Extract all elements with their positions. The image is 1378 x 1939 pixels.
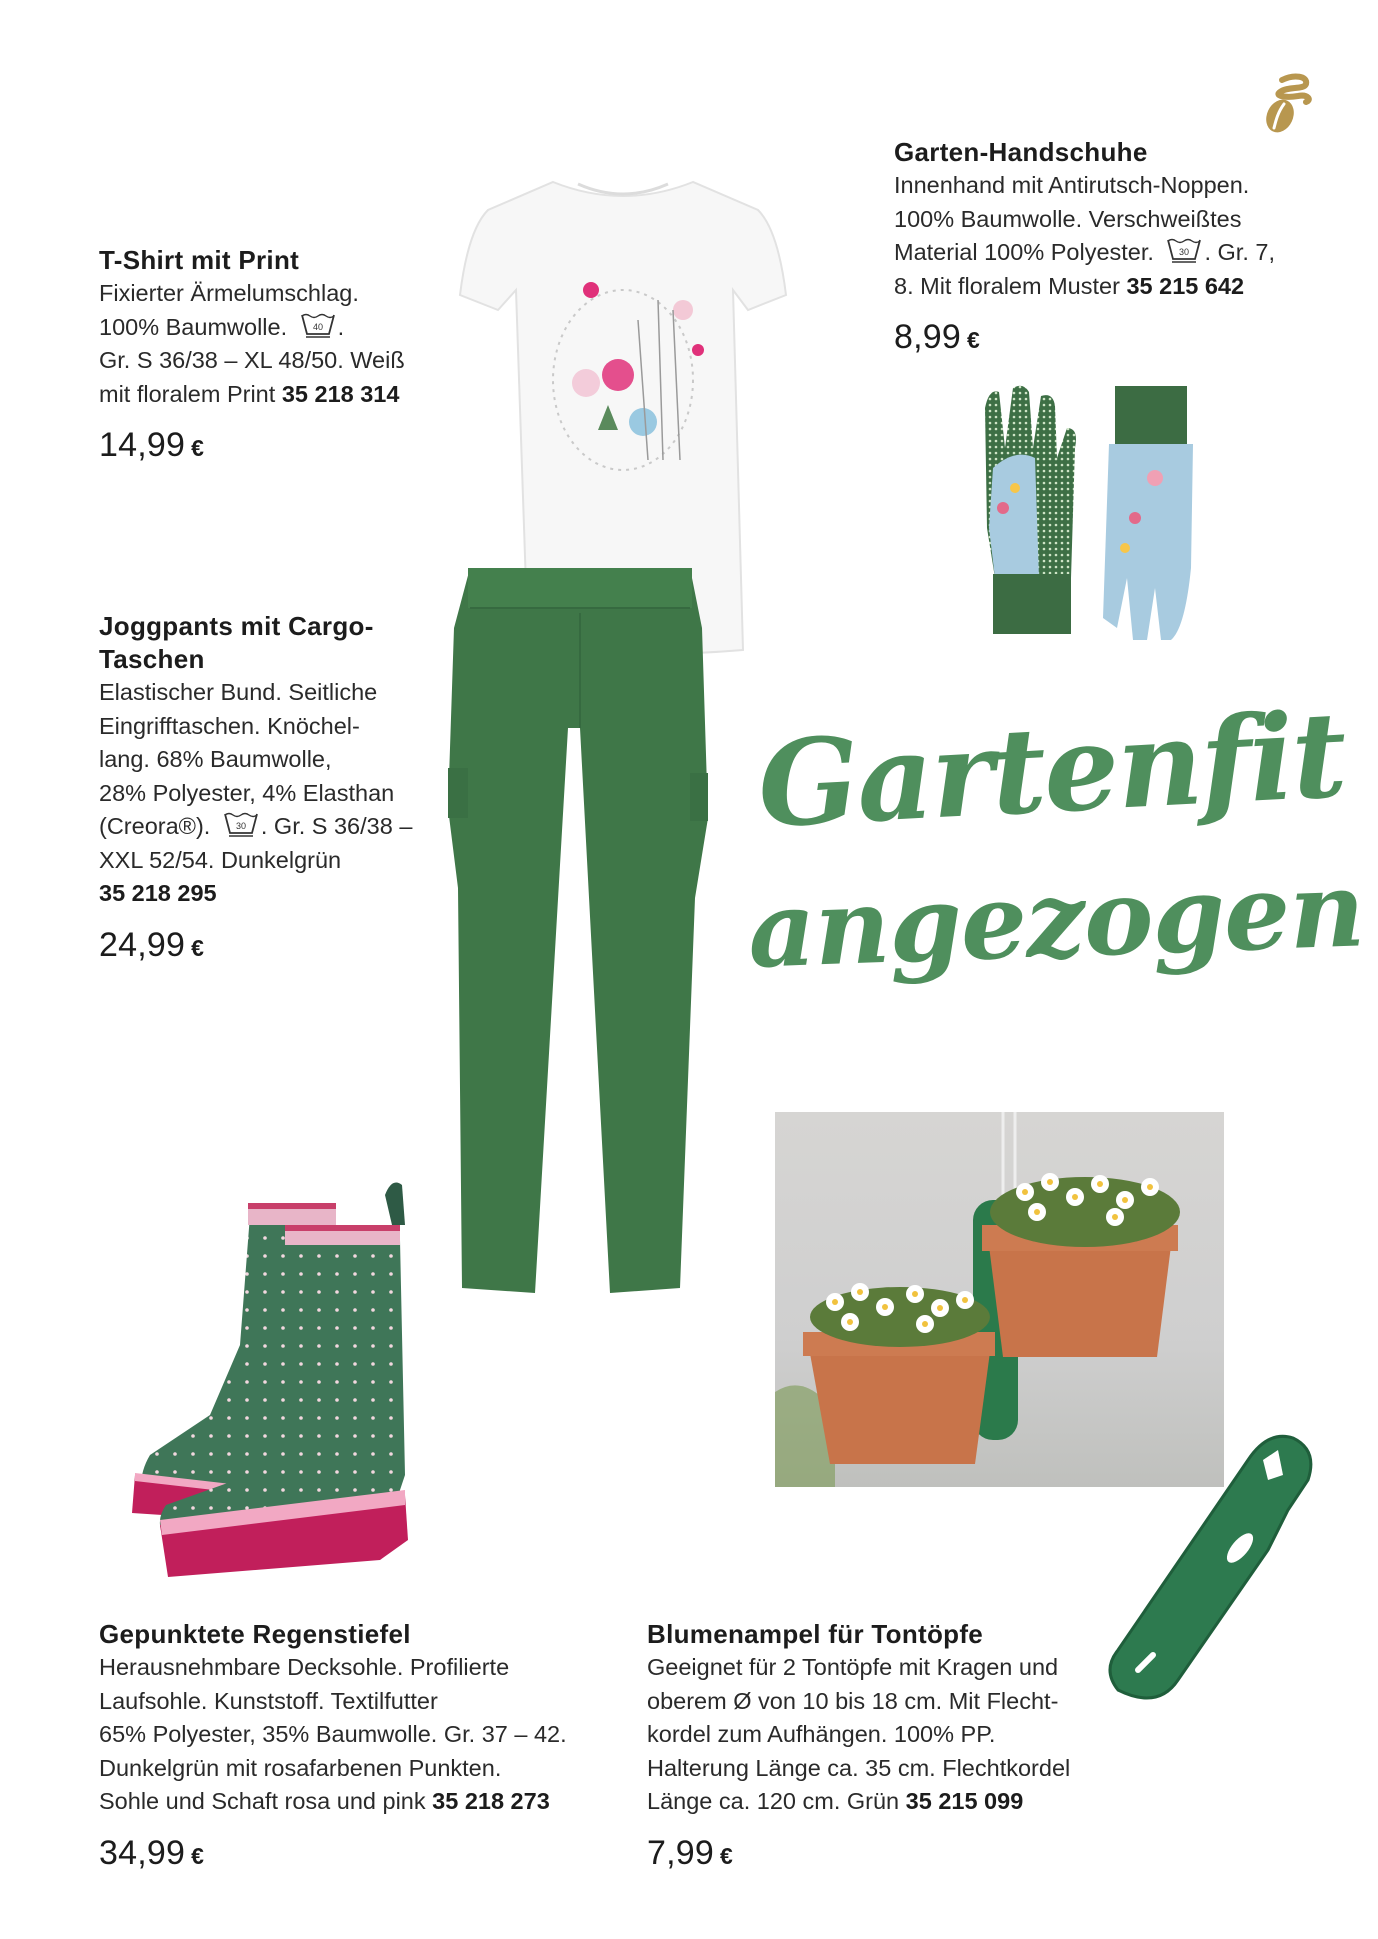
planter-holder-image	[1098, 1420, 1318, 1710]
headline-line2: angezogen	[746, 847, 1366, 992]
brand-logo	[1258, 72, 1318, 136]
product-gloves	[894, 136, 1334, 360]
product-title: Blumenampel für Tontöpfe	[647, 1619, 984, 1649]
wash-40-icon	[300, 312, 336, 338]
headline-line1: Gartenfit	[754, 684, 1349, 855]
product-boots	[99, 1618, 619, 1876]
product-title: Gepunktete Regenstiefel	[99, 1619, 411, 1649]
article-number: 35 215 642	[1126, 272, 1245, 299]
svg-text:30: 30	[235, 821, 246, 831]
article-number: 35 215 099	[905, 1788, 1024, 1814]
gloves-image	[975, 378, 1205, 648]
product-description: Innenhand mit Antirutsch-Noppen. 100% Baumwolle. Verschweißtes Material 100% Polyester. 30 . Gr. 7, 8. Mit floralem Muster 35 215 642	[894, 172, 1275, 299]
product-title: Joggpants mit Cargo- Taschen	[99, 611, 374, 674]
product-description: Herausnehmbare Decksohle. Profilierte Laufsohle. Kunststoff. Textilfutter 65% Polyester, 35% Baumwolle. Gr. 37 – 42. Dunkelgrün mit rosafarbenen Punkten. Sohle und Schaft rosa und pink 35 218 273	[99, 1654, 567, 1814]
product-pants	[99, 610, 439, 968]
product-price: 34,99 €	[99, 1833, 205, 1872]
product-tshirt	[99, 244, 459, 468]
product-price: 24,99 €	[99, 925, 205, 964]
product-description: Elastischer Bund. Seitliche Eingrifftaschen. Knöchel- lang. 68% Baumwolle, 28% Polyester, 4% Elasthan (Creora®). 30 . Gr. S 36/38 – XXL 52/54. Dunkelgrün 35 218 295	[99, 679, 413, 906]
tchibo-bean-logo-icon	[1258, 72, 1318, 136]
product-description: Geeignet für 2 Tontöpfe mit Kragen und oberem Ø von 10 bis 18 cm. Mit Flecht- kordel zum Aufhängen. 100% PP. Halterung Länge ca. 35 cm. Flechtkordel Länge ca. 120 cm. Grün 35 215 099	[647, 1654, 1071, 1814]
pants-image	[440, 568, 720, 1308]
svg-text:30: 30	[1179, 247, 1190, 257]
svg-text:40: 40	[312, 321, 323, 332]
product-description: Fixierter Ärmelumschlag. 100% Baumwolle. 40 . Gr. S 36/38 – XL 48/50. Weiß mit floralem Print 35 218 314	[99, 280, 405, 407]
product-planter	[647, 1618, 1127, 1876]
boots-image	[130, 1175, 430, 1585]
article-number: 35 218 295	[99, 880, 217, 906]
product-price: 14,99 €	[99, 426, 205, 464]
article-number: 35 218 314	[281, 380, 400, 407]
product-title: T-Shirt mit Print	[99, 245, 300, 275]
product-title: Garten-Handschuhe	[894, 137, 1148, 167]
wash-30-icon	[1166, 237, 1202, 263]
wash-30-icon	[223, 811, 259, 837]
article-number: 35 218 273	[432, 1788, 550, 1814]
product-price: 7,99 €	[647, 1833, 733, 1872]
product-price: 8,99 €	[894, 318, 980, 356]
